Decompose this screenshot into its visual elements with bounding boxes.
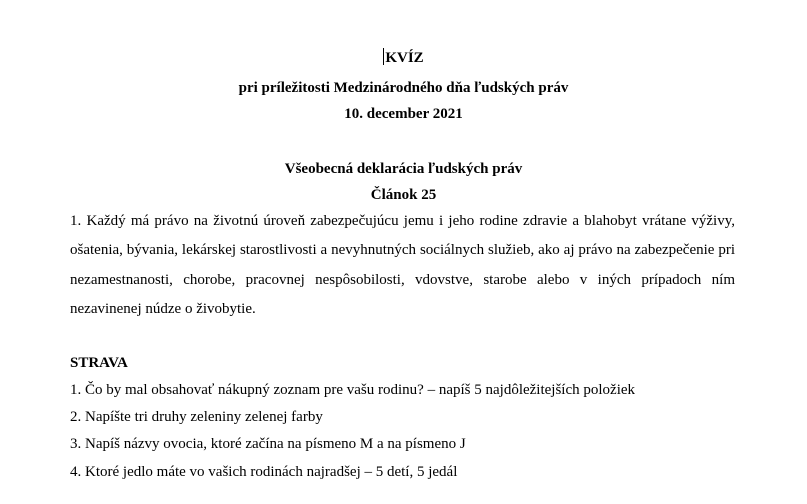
section-heading: STRAVA	[70, 355, 128, 371]
article-paragraph: 1. Každý má právo na životnú úroveň zabezpečujúcu jemu i jeho rodine zdravie a blahobyt vrátane výživy, ošatenia, bývania, lekárskej starostlivosti a nevyhnutných sociálnych služieb, ako aj právo na zabezpečenie pri nezamestnanosti, chorobe, pracovnej nespôsobilosti, vdovstve, starobe alebo v iných prípadoch ním nezavinenej núdze o živobytie.	[70, 213, 735, 317]
question-item: 3. Napíš názvy ovocia, ktoré začína na písmeno M a na písmeno J	[70, 436, 466, 452]
article-number: Článok 25	[370, 187, 437, 203]
document-subtitle: pri príležitosti Medzinárodného dňa ľudských práv	[238, 80, 569, 96]
document-title: KVÍZ	[385, 50, 424, 66]
question-item: 4. Ktoré jedlo máte vo vašich rodinách najradšej – 5 detí, 5 jedál	[70, 464, 458, 480]
document-date: 10. december 2021	[344, 106, 463, 122]
question-item: 1. Čo by mal obsahovať nákupný zoznam pre vašu rodinu? – napíš 5 najdôležitejších položiek	[70, 382, 636, 398]
question-item: 2. Napíšte tri druhy zeleniny zelenej farby	[70, 409, 323, 425]
declaration-title: Všeobecná deklarácia ľudských práv	[284, 161, 523, 177]
